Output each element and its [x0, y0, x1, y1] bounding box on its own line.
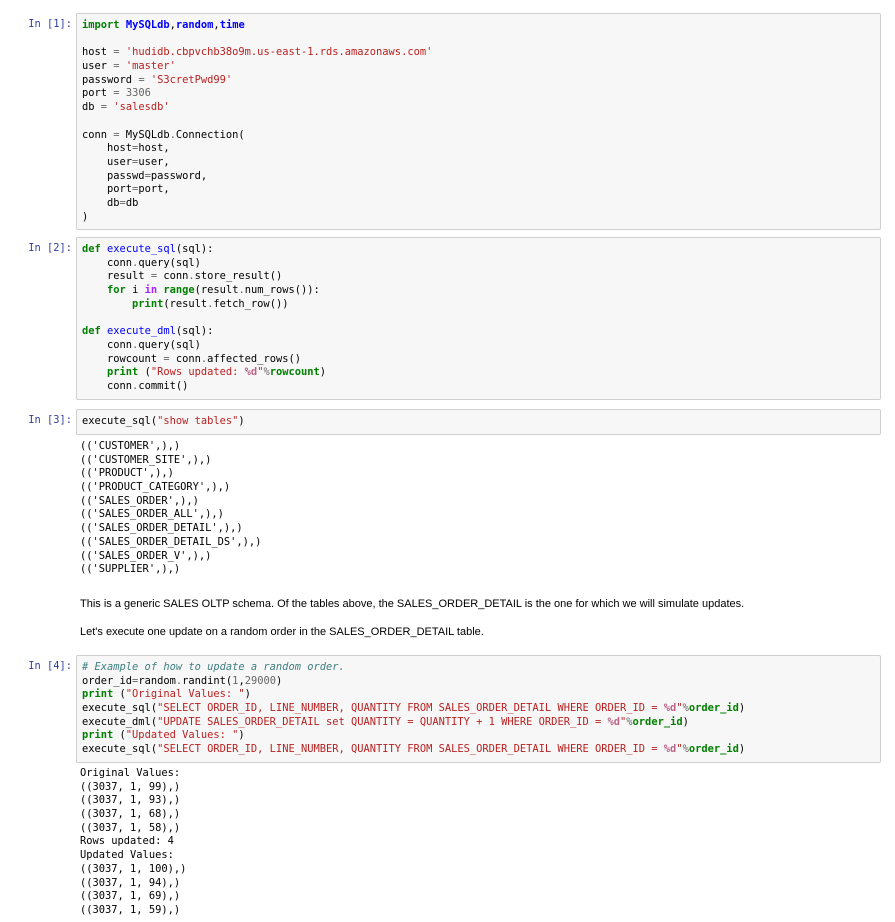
code-token: conn: [82, 256, 133, 269]
code-line: [82, 298, 875, 312]
code-token: 'S3cretPwd99': [150, 73, 233, 86]
code-line: [82, 353, 875, 367]
code-token: passwd: [82, 169, 145, 182]
code-token: conn: [82, 338, 133, 351]
code-token: def: [82, 243, 101, 255]
output-line: (('CUSTOMER_SITE',),): [80, 453, 212, 466]
code-token: =: [144, 169, 151, 182]
code-token: conn: [157, 270, 189, 283]
code-token: =: [100, 101, 108, 114]
code-line: [82, 675, 875, 689]
code-token: .: [207, 297, 214, 310]
code-token: =: [113, 60, 120, 73]
code-token: %d: [663, 702, 677, 715]
code-line: [82, 702, 875, 716]
code-token: Connection(: [175, 128, 245, 141]
code-token: =: [113, 46, 120, 59]
code-token: =: [132, 183, 139, 196]
code-line: [82, 366, 875, 380]
code-token: db: [125, 196, 139, 209]
code-token: (: [113, 729, 126, 742]
code-line: [82, 270, 875, 284]
code-token: .: [132, 256, 139, 269]
code-line: [82, 129, 875, 143]
code-token: execute_sql: [107, 243, 176, 255]
code-token: "Updated Values: ": [125, 729, 239, 742]
code-token: execute_dml: [107, 325, 176, 338]
code-token: user: [82, 60, 114, 73]
code-line: [82, 325, 875, 339]
code-token: # Example of how to update a random order.: [82, 661, 345, 673]
code-token: def: [82, 325, 101, 338]
code-token: ": [257, 366, 264, 379]
code-line: [82, 284, 875, 298]
code-line: [82, 183, 875, 197]
code-token: =: [132, 155, 139, 168]
code-token: (result: [163, 297, 208, 310]
output-line: (('SALES_ORDER',),): [80, 494, 199, 507]
code-line: [82, 743, 875, 757]
code-token: random: [138, 674, 176, 687]
code-token: i: [125, 284, 145, 297]
code-token: =: [132, 142, 139, 155]
code-token: .: [188, 270, 195, 283]
code-token: [82, 284, 107, 296]
code-token: conn: [169, 352, 201, 365]
code-token: ": [620, 715, 627, 728]
code-token: (: [138, 366, 151, 379]
code-token: %d: [663, 743, 677, 756]
code-token: =: [132, 674, 139, 687]
code-line: [82, 716, 875, 730]
code-token: %: [682, 743, 689, 756]
code-token: %d: [607, 715, 621, 728]
code-token: .: [132, 379, 139, 392]
code-token: =: [163, 352, 170, 365]
code-token: host: [82, 46, 114, 59]
output-line: ((3037, 1, 100),): [80, 862, 187, 875]
code-token: port: [82, 87, 114, 100]
code-token: execute_sql(: [82, 743, 158, 756]
code-token: =: [150, 270, 158, 283]
code-token: %: [263, 366, 270, 379]
code-token: "SELECT ORDER_ID, LINE_NUMBER, QUANTITY FROM SALES_ORDER_DETAIL WHERE ORDER_ID =: [157, 702, 664, 715]
code-token: db: [82, 196, 120, 209]
code-token: ): [244, 688, 251, 701]
code-token: num_rows()):: [244, 284, 320, 297]
code-token: ): [275, 674, 283, 687]
code-token: execute_sql(: [82, 415, 158, 427]
code-token: password: [82, 73, 139, 86]
code-token: password,: [150, 169, 208, 182]
code-token: ): [738, 702, 746, 715]
code-line: [82, 60, 875, 74]
output-line: ((3037, 1, 68),): [80, 808, 181, 821]
code-token: 1: [232, 674, 239, 687]
code-token: range: [163, 284, 195, 297]
code-line: [82, 46, 875, 60]
code-token: execute_dml(: [82, 715, 158, 728]
code-token: ,: [238, 674, 245, 687]
output-line: ((3037, 1, 94),): [80, 876, 181, 889]
code-token: 'salesdb': [113, 101, 170, 114]
output-line: ((3037, 1, 69),): [80, 890, 181, 903]
code-token: randint(: [182, 674, 233, 687]
code-token: ): [82, 210, 89, 223]
code-line: [82, 87, 875, 101]
code-token: %d: [244, 366, 258, 379]
code-token: host: [82, 142, 133, 155]
code-token: "UPDATE SALES_ORDER_DETAIL set QUANTITY = QUANTITY + 1 WHERE ORDER_ID =: [157, 715, 608, 728]
code-token: (sql):: [175, 243, 214, 255]
code-token: ": [676, 702, 683, 715]
code-token: order_id: [688, 743, 739, 756]
output-line: (('CUSTOMER',),): [80, 440, 181, 452]
code-token: print: [82, 688, 114, 701]
code-token: =: [138, 73, 145, 86]
code-line: [82, 156, 875, 170]
code-token: for: [107, 284, 126, 297]
code-token: .: [200, 352, 208, 365]
code-token: commit(): [138, 379, 189, 392]
code-token: =: [119, 196, 126, 209]
code-token: random: [175, 19, 214, 31]
code-token: conn: [82, 128, 114, 141]
cell-prompt: In [4]:: [28, 660, 72, 672]
code-token: "Rows updated:: [150, 366, 245, 379]
code-line: [82, 688, 875, 702]
code-token: time: [219, 19, 245, 31]
code-input-area[interactable]: [76, 409, 881, 435]
code-token: result: [82, 270, 151, 283]
code-token: user: [82, 155, 133, 168]
output-line: ((3037, 1, 59),): [80, 903, 181, 916]
code-token: .: [238, 284, 245, 297]
code-line: [82, 311, 875, 325]
output-line: ((3037, 1, 93),): [80, 794, 181, 807]
code-token: ): [738, 743, 746, 756]
code-token: db: [82, 101, 101, 114]
code-token: affected_rows(): [207, 352, 301, 365]
code-line: [82, 142, 875, 156]
output-line: (('SALES_ORDER_ALL',),): [80, 508, 224, 521]
code-line: [82, 19, 875, 33]
output-line: (('SALES_ORDER_V',),): [80, 549, 212, 562]
code-token: print: [107, 366, 139, 379]
markdown-paragraph: This is a generic SALES OLTP schema. Of the tables above, the SALES_ORDER_DETAIL is the one for which we will simulate updates.: [80, 598, 745, 610]
code-line: [82, 339, 875, 353]
code-token: port: [82, 183, 133, 196]
code-token: 3306: [125, 87, 151, 100]
code-token: ,: [169, 19, 176, 31]
cell-prompt: In [3]:: [28, 414, 72, 426]
code-token: order_id: [688, 702, 739, 715]
code-token: %: [682, 702, 689, 715]
code-token: query(sql): [138, 338, 201, 351]
output-line: (('SUPPLIER',),): [80, 563, 181, 576]
output-line: Rows updated: 4: [80, 835, 174, 848]
code-token: ): [238, 415, 245, 427]
code-token: (result: [194, 284, 239, 297]
code-token: (: [113, 688, 126, 701]
output-line: ((3037, 1, 99),): [80, 780, 181, 793]
code-token: store_result(): [194, 270, 283, 283]
code-line: [82, 115, 875, 129]
code-token: "Original Values: ": [125, 688, 245, 701]
output-line: Original Values:: [80, 767, 181, 779]
code-token: MySQLdb: [125, 19, 170, 31]
code-token: conn: [82, 379, 133, 392]
code-token: port,: [138, 183, 170, 196]
code-line: [82, 380, 875, 394]
code-token: %: [626, 715, 633, 728]
code-token: "SELECT ORDER_ID, LINE_NUMBER, QUANTITY FROM SALES_ORDER_DETAIL WHERE ORDER_ID =: [157, 743, 664, 756]
code-line: [82, 170, 875, 184]
code-token: =: [113, 128, 120, 141]
code-line: [82, 33, 875, 47]
output-line: (('PRODUCT_CATEGORY',),): [80, 481, 231, 494]
output-line: ((3037, 1, 58),): [80, 821, 181, 834]
code-line: [82, 661, 875, 675]
code-input-area[interactable]: [76, 237, 881, 400]
code-token: execute_sql(: [82, 702, 158, 715]
code-token: ": [676, 743, 683, 756]
code-line: [82, 729, 875, 743]
code-line: [82, 74, 875, 88]
code-token: in: [144, 284, 158, 297]
code-token: ): [682, 715, 689, 728]
markdown-paragraph: Let's execute one update on a random order in the SALES_ORDER_DETAIL table.: [80, 626, 484, 638]
code-token: .: [132, 338, 139, 351]
output-line: (('SALES_ORDER_DETAIL_DS',),): [80, 535, 262, 548]
code-line: [82, 243, 875, 257]
code-token: .: [169, 128, 176, 141]
code-token: MySQLdb: [119, 128, 170, 141]
cell-prompt: In [2]:: [28, 242, 72, 254]
code-token: 'master': [125, 60, 176, 73]
output-line: (('PRODUCT',),): [80, 467, 174, 480]
code-token: [82, 366, 107, 378]
code-token: "show tables": [157, 415, 239, 427]
code-token: query(sql): [138, 256, 201, 269]
code-token: 'hudidb.cbpvchb38o9m.us-east-1.rds.amazonaws.com': [125, 46, 433, 59]
cell-output: [80, 440, 880, 577]
code-input-area[interactable]: [76, 655, 881, 763]
cell-output: [80, 767, 880, 918]
code-token: print: [82, 729, 114, 742]
code-token: ,: [213, 19, 220, 31]
code-token: order_id: [632, 715, 683, 728]
code-line: [82, 211, 875, 225]
code-input-area[interactable]: [76, 13, 881, 230]
code-token: import: [82, 19, 120, 31]
code-line: [82, 415, 875, 429]
code-token: rowcount: [269, 366, 320, 379]
code-token: ): [238, 729, 245, 742]
code-line: [82, 257, 875, 271]
code-token: ): [319, 366, 327, 379]
code-token: host,: [138, 142, 170, 155]
code-token: (sql):: [175, 325, 214, 338]
code-token: [82, 298, 132, 310]
output-line: Updated Values:: [80, 849, 174, 862]
code-token: .: [175, 674, 183, 687]
code-token: user,: [138, 155, 170, 168]
code-token: print: [132, 297, 164, 310]
code-token: =: [113, 87, 120, 100]
code-line: [82, 197, 875, 211]
output-line: (('SALES_ORDER_DETAIL',),): [80, 522, 243, 535]
code-line: [82, 101, 875, 115]
code-token: 29000: [244, 674, 276, 687]
code-token: fetch_row()): [213, 297, 289, 310]
code-token: order_id: [82, 674, 133, 687]
code-token: rowcount: [82, 352, 164, 365]
cell-prompt: In [1]:: [28, 18, 72, 30]
